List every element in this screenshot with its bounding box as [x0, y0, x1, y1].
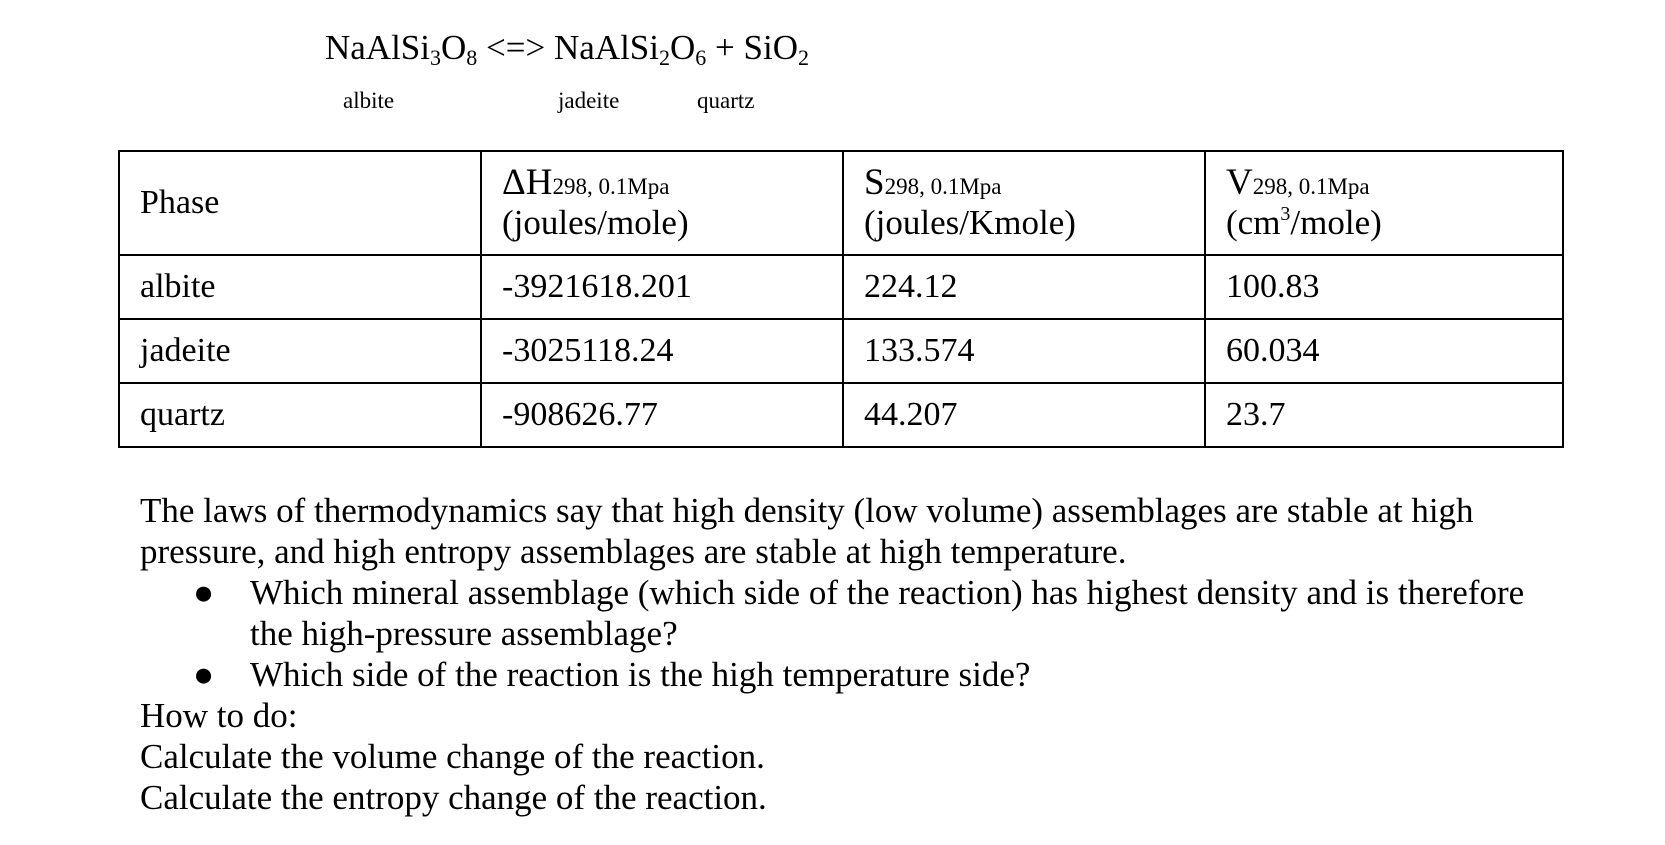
cell-phase: jadeite — [119, 319, 481, 383]
equilibrium-arrow: <=> — [477, 28, 554, 67]
cell-volume: 100.83 — [1205, 255, 1563, 319]
jadeite-label: jadeite — [558, 88, 620, 113]
intro-paragraph: The laws of thermodynamics say that high density (low volume) assemblages are stable at high pressure, and high entropy assemblages are stable at high temperature. — [140, 491, 1474, 571]
step-1: Calculate the volume change of the reaction. — [140, 737, 765, 776]
table-header-row — [119, 151, 1563, 255]
header-enthalpy: ΔH298, 0.1Mpa (joules/mole) — [481, 151, 843, 255]
header-phase: Phase — [119, 151, 481, 255]
list-item — [140, 572, 1570, 654]
question-list — [140, 572, 1570, 695]
table-row — [119, 255, 1563, 319]
cell-entropy: 133.574 — [843, 319, 1205, 383]
question-1: Which mineral assemblage (which side of the reaction) has highest density and is therefore the high-pressure assemblage? — [250, 573, 1525, 653]
reaction-equation: $NaAlSi_3O_8$ <=> $NaAlSi_2O_6 + SiO_2$ — [325, 28, 809, 70]
table-row — [119, 319, 1563, 383]
step-2: Calculate the entropy change of the reaction. — [140, 778, 767, 817]
bullet-icon: ● — [193, 573, 215, 612]
table-row — [119, 383, 1563, 447]
cell-phase: quartz — [119, 383, 481, 447]
albite-label: albite — [343, 88, 395, 113]
quartz-label: quartz — [697, 88, 755, 113]
cell-enthalpy: -3025118.24 — [481, 319, 843, 383]
bullet-icon: ● — [193, 655, 215, 694]
cell-phase: albite — [119, 255, 481, 319]
cell-volume: 23.7 — [1205, 383, 1563, 447]
question-2: Which side of the reaction is the high temperature side? — [250, 655, 1031, 694]
cell-enthalpy: -3921618.201 — [481, 255, 843, 319]
thermodynamic-data-table — [118, 150, 1564, 448]
header-volume: V298, 0.1Mpa $(cm^3/mole)$ — [1205, 151, 1563, 255]
cell-entropy: 224.12 — [843, 255, 1205, 319]
list-item — [140, 654, 1570, 695]
cell-entropy: 44.207 — [843, 383, 1205, 447]
how-to-heading: How to do: — [140, 696, 298, 735]
plus-sign: + — [706, 28, 744, 67]
cell-enthalpy: -908626.77 — [481, 383, 843, 447]
question-text — [140, 490, 1570, 818]
header-entropy: S298, 0.1Mpa (joules/Kmole) — [843, 151, 1205, 255]
cell-volume: 60.034 — [1205, 319, 1563, 383]
